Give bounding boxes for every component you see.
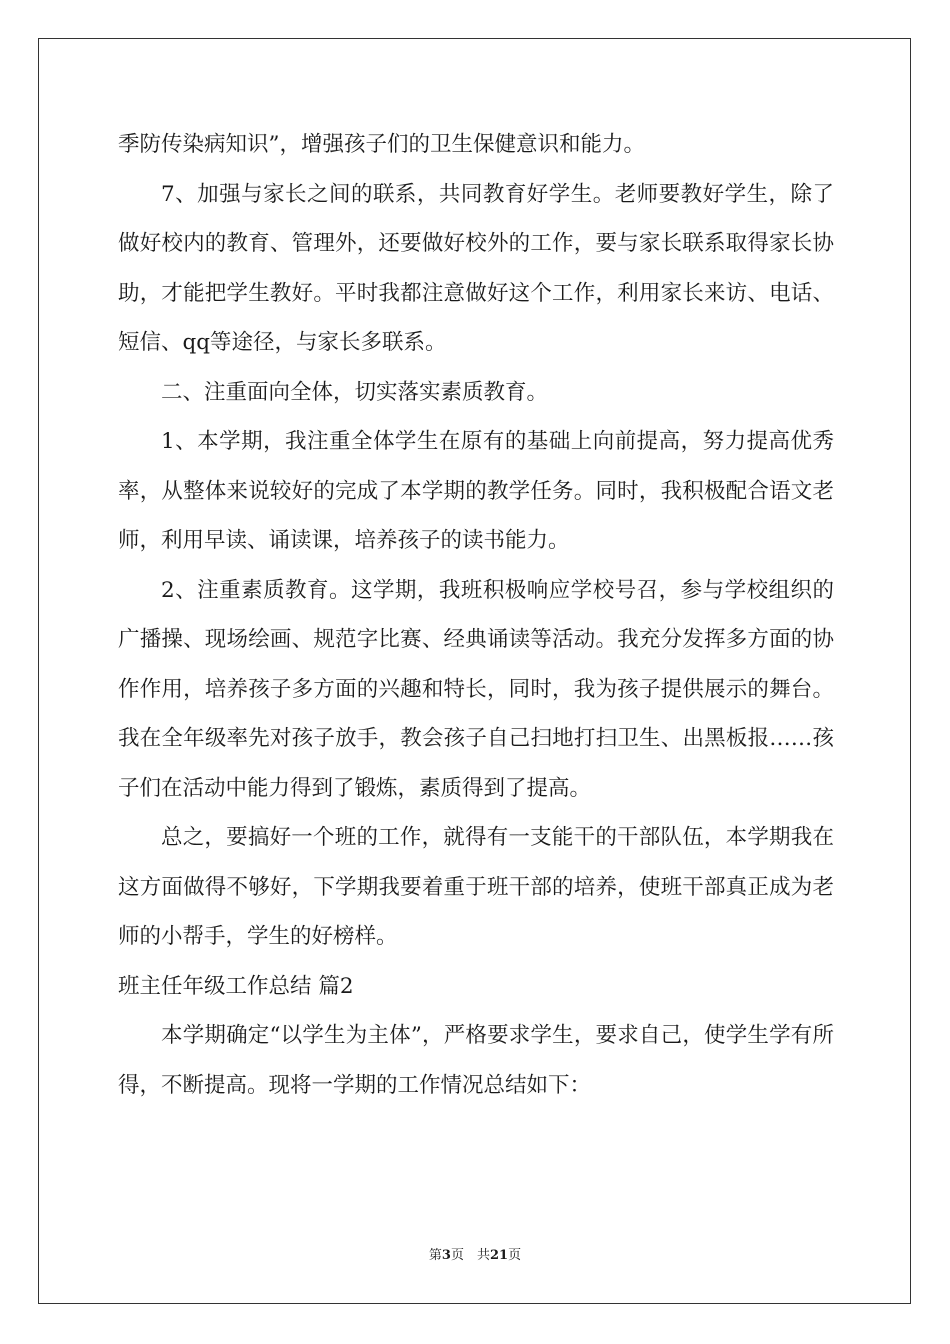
article-title: 班主任年级工作总结 篇2 [118,973,354,999]
footer-total-pages: 21 [489,1248,509,1263]
paragraph-3: 1、本学期，我注重全体学生在原有的基础上向前提高，努力提高优秀率，从整体来说较好的完成了本学期的教学任务。同时，我积极配合语文老师，利用早读、诵读课，培养孩子的读书能力。 [118,429,834,553]
footer-current-page: 3 [441,1248,451,1263]
paragraph-5: 总之，要搞好一个班的工作，就得有一支能干的干部队伍，本学期我在这方面做得不够好，下学期我要着重于班干部的培养，使班干部真正成为老师的小帮手，学生的好榜样。 [118,825,834,949]
paragraph-2: 7、加强与家长之间的联系，共同教育好学生。老师要教好学生，除了做好校内的教育、管理外，还要做好校外的工作，要与家长联系取得家长协助，才能把学生教好。平时我都注意做好这个工作，利用家长来访、电话、短信、qq等途径，与家长多联系。 [118,181,834,355]
document-body [118,120,834,1110]
section-heading-2: 二、注重面向全体，切实落实素质教育。 [161,379,549,405]
footer-suffix: 页 [508,1248,522,1263]
footer-mid: 页 共 [450,1248,490,1263]
paragraph-4: 2、注重素质教育。这学期，我班积极响应学校号召，参与学校组织的广播操、现场绘画、规范字比赛、经典诵读等活动。我充分发挥多方面的协作作用，培养孩子多方面的兴趣和特长，同时，我为孩子提供展示的舞台。我在全年级率先对孩子放手，教会孩子自己扫地打扫卫生、出黑板报……孩子们在活动中能力得到了锻炼，素质得到了提高。 [118,577,834,801]
paragraph-1: 季防传染病知识”，增强孩子们的卫生保健意识和能力。 [118,132,645,157]
paragraph-6: 本学期确定“以学生为主体”，严格要求学生，要求自己，使学生学有所得，不断提高。现将一学期的工作情况总结如下： [118,1023,834,1098]
footer-prefix: 第 [428,1248,442,1263]
page-footer [0,1244,950,1263]
